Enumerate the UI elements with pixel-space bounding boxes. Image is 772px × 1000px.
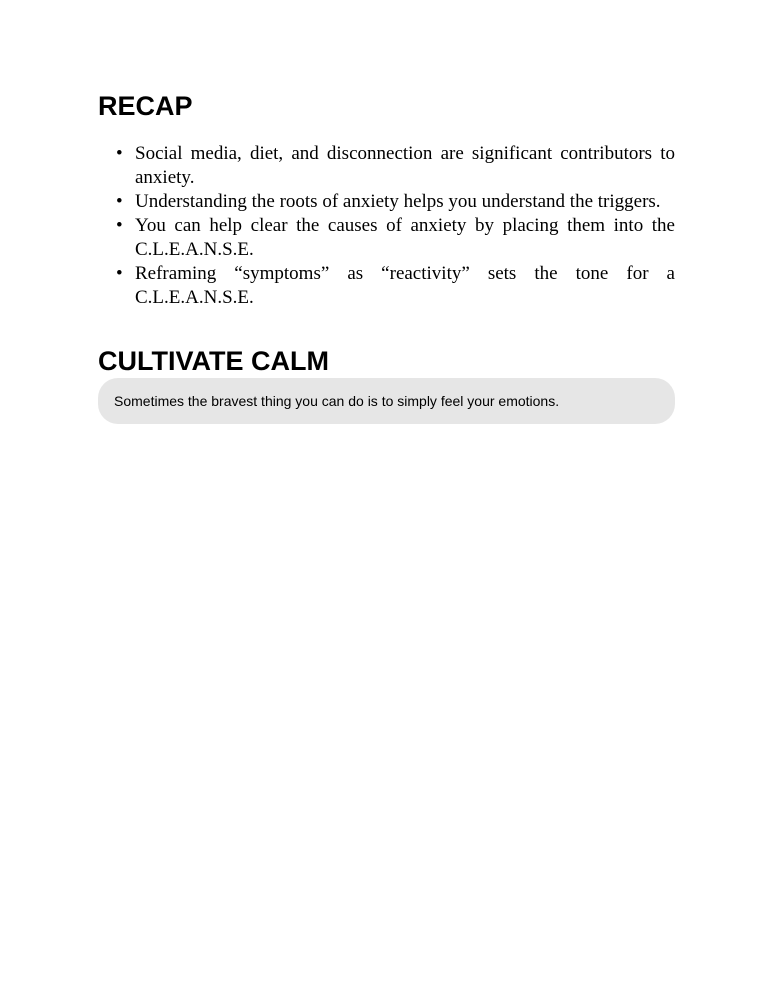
recap-item xyxy=(98,190,675,214)
recap-item xyxy=(98,214,675,262)
recap-item xyxy=(98,262,675,310)
recap-heading: RECAP xyxy=(98,91,193,121)
cultivate-calm-box xyxy=(98,378,675,424)
bullet-icon: • xyxy=(116,263,123,284)
bullet-icon: • xyxy=(116,191,123,212)
recap-item-text: You can help clear the causes of anxiety by placing them into the C.L.E.A.N.S.E. xyxy=(135,215,675,260)
cultivate-calm-text: Sometimes the bravest thing you can do is to simply feel your emotions. xyxy=(114,393,560,409)
recap-item-text: Social media, diet, and disconnection are significant contributors to anxiety. xyxy=(135,143,675,188)
recap-list xyxy=(98,142,675,310)
bullet-icon: • xyxy=(116,143,123,164)
bullet-icon: • xyxy=(116,215,123,236)
recap-item-text: Understanding the roots of anxiety helps you understand the triggers. xyxy=(135,191,661,212)
recap-item xyxy=(98,142,675,190)
recap-item-text: Reframing “symptoms” as “reactivity” sets the tone for a C.L.E.A.N.S.E. xyxy=(135,263,675,308)
cultivate-calm-heading: CULTIVATE CALM xyxy=(98,346,329,376)
